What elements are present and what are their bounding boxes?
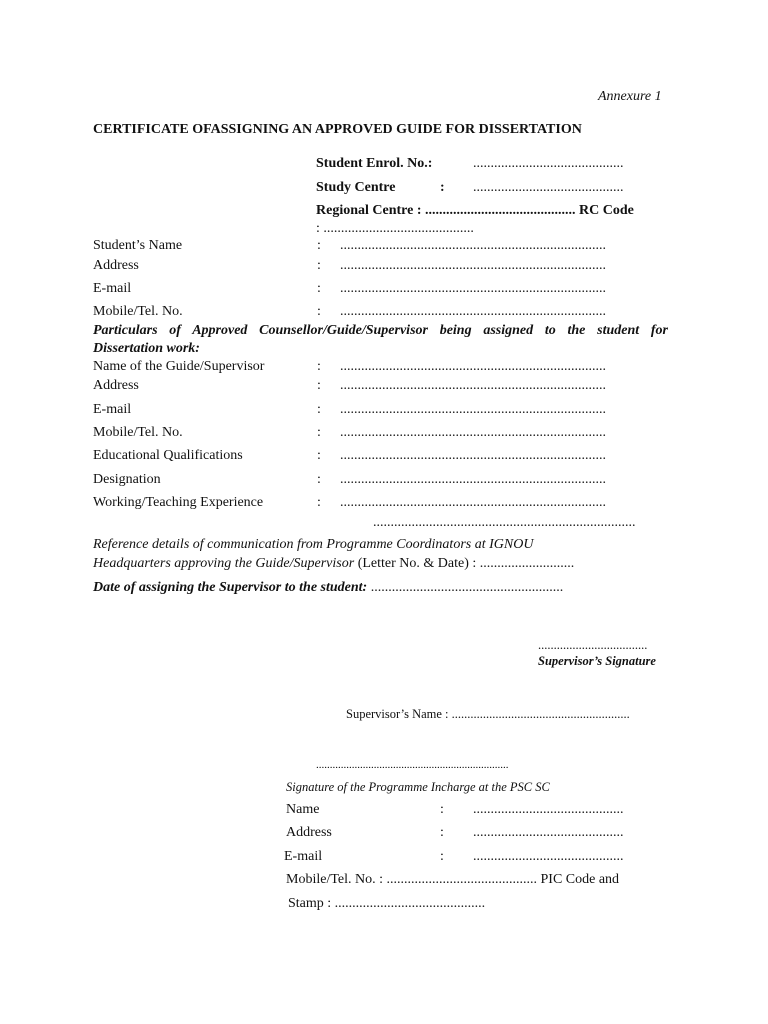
colon: : [317,378,321,393]
incharge-stamp-field[interactable]: Stamp : ........................................... [288,896,486,911]
incharge-signature-label: Signature of the Programme Incharge at the PSC SC [286,780,550,794]
colon: : [317,359,321,374]
incharge-name-field[interactable]: ........................................... [473,802,624,817]
student-name-field[interactable]: ............................................................................ [340,238,606,253]
colon: : [317,495,321,510]
colon: : [317,238,321,253]
enrol-field[interactable]: ........................................... [473,156,624,171]
guide-experience-field[interactable]: ............................................................................ [340,495,606,510]
incharge-name-label: Name [286,802,320,817]
reference-line1: Reference details of communication from Programme Coordinators at IGNOU [93,537,534,552]
colon: : [317,304,321,319]
colon: : [317,472,321,487]
incharge-email-field[interactable]: ........................................... [473,849,624,864]
particulars-heading-line2: Dissertation work: [93,341,200,356]
reference-letter-field[interactable]: (Letter No. & Date) : ........................... [354,556,575,571]
colon: : [317,258,321,273]
guide-name-label: Name of the Guide/Supervisor [93,359,265,374]
annexure-label: Annexure 1 [598,89,662,104]
reference-line2-italic: Headquarters approving the Guide/Supervisor [93,556,355,571]
date-assigning-field[interactable]: ....................................................... [367,580,564,595]
study-centre-label: Study Centre [316,180,396,195]
student-address-field[interactable]: ............................................................................ [340,258,606,273]
incharge-mobile-pic-line[interactable]: Mobile/Tel. No. : ........................................... PIC Code and [286,872,620,887]
rc-code-field[interactable]: : ........................................... [316,221,474,236]
student-email-field[interactable]: ............................................................................ [340,281,606,296]
supervisor-name-field[interactable]: Supervisor’s Name : ......................................................... [346,707,630,721]
colon: : [440,825,444,840]
colon: : [317,402,321,417]
incharge-email-label: E-mail [284,849,323,864]
student-mobile-field[interactable]: ............................................................................ [340,304,606,319]
date-assigning-label: Date of assigning the Supervisor to the student: [93,580,368,595]
colon: : [440,802,444,817]
colon: : [440,849,444,864]
guide-mobile-field[interactable]: ............................................................................ [340,425,606,440]
guide-designation-label: Designation [93,472,161,487]
student-address-label: Address [93,258,139,273]
particulars-heading-line1: Particulars of Approved Counsellor/Guide/Supervisor being assigned to the student for [93,323,668,338]
colon: : [317,448,321,463]
colon: : [317,281,321,296]
guide-name-field[interactable]: ............................................................................ [340,359,606,374]
study-centre-field[interactable]: ........................................... [473,180,624,195]
guide-address-field[interactable]: ............................................................................ [340,378,606,393]
study-centre-colon: : [440,180,445,195]
guide-designation-field[interactable]: ............................................................................ [340,472,606,487]
guide-address-label: Address [93,378,139,393]
reference-line2[interactable] [93,555,574,573]
supervisor-signature-field[interactable]: ................................... [538,638,648,652]
incharge-signature-field[interactable]: ...................................................................... [316,759,509,771]
supervisor-signature-label: Supervisor’s Signature [538,654,656,668]
student-name-label: Student’s Name [93,238,183,253]
guide-email-field[interactable]: ............................................................................ [340,402,606,417]
guide-qualifications-label: Educational Qualifications [93,448,243,463]
colon: : [317,425,321,440]
guide-email-label: E-mail [93,402,132,417]
regional-centre-line[interactable]: Regional Centre : ........................................... RC Code [316,203,634,218]
document-title: CERTIFICATE OFASSIGNING AN APPROVED GUIDE FOR DISSERTATION [93,122,582,137]
enrol-label: Student Enrol. No.: [316,156,433,171]
guide-qualifications-field[interactable]: ............................................................................ [340,448,606,463]
date-assigning-line[interactable] [93,579,563,597]
guide-experience-label: Working/Teaching Experience [93,495,264,510]
student-mobile-label: Mobile/Tel. No. [93,304,183,319]
incharge-address-label: Address [286,825,332,840]
guide-experience-field-cont[interactable]: ........................................................................... [373,515,636,530]
student-email-label: E-mail [93,281,132,296]
incharge-address-field[interactable]: ........................................... [473,825,624,840]
guide-mobile-label: Mobile/Tel. No. [93,425,183,440]
